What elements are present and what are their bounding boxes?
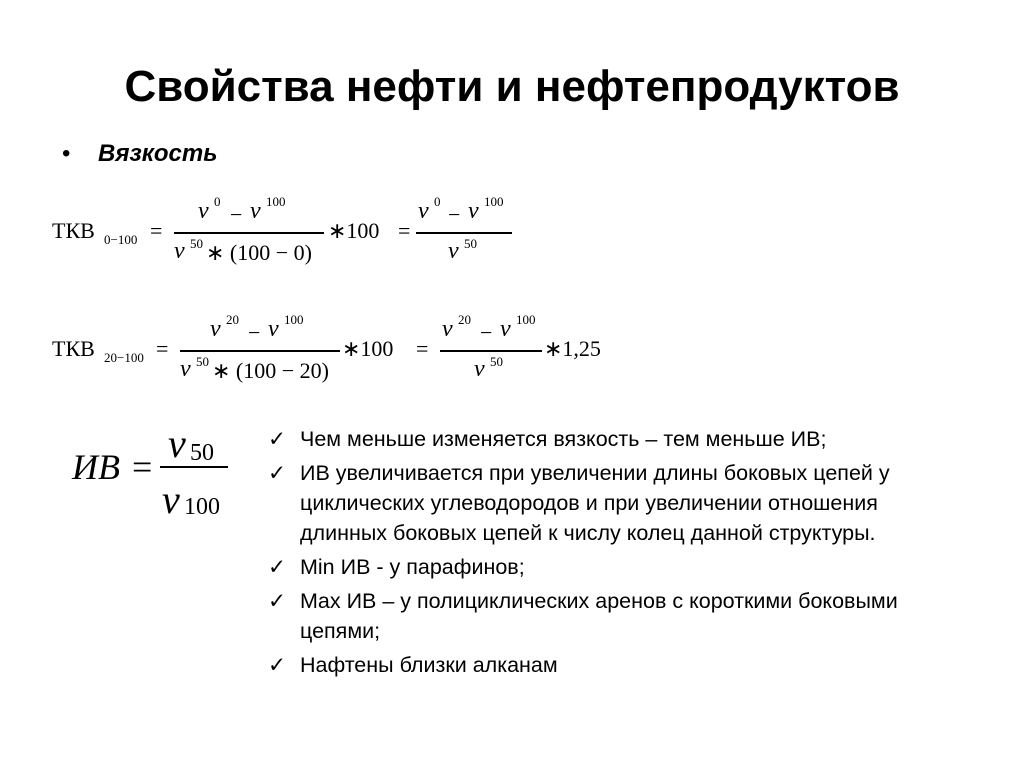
f1-den-a-sup: 50 (190, 236, 203, 251)
checkmark-icon: ✓ (268, 461, 287, 485)
formula-viscosity-index (0, 0, 260, 540)
f3-den: ν (162, 477, 180, 522)
f1-num2-a-sup: 0 (434, 194, 441, 209)
f1-num2-b: ν (468, 198, 479, 224)
f1-eq2: = (398, 218, 411, 243)
f2-den2-a-sup: 50 (490, 354, 503, 369)
f1-eq: = (150, 218, 163, 243)
f1-num2-a: ν (418, 198, 429, 224)
f2-num2-a: ν (442, 316, 453, 342)
checklist (268, 424, 968, 684)
f1-den2-a: ν (448, 238, 459, 264)
list-item-text: Чем меньше изменяется вязкость – тем меньше ИВ; (300, 427, 827, 451)
list-item (268, 458, 968, 548)
f1-den-a: ν (174, 238, 185, 264)
checkmark-icon: ✓ (268, 555, 287, 579)
f2-num2-a-sup: 20 (458, 312, 471, 327)
f1-den2-a-sup: 50 (464, 236, 477, 251)
f2-num2-b: ν (500, 316, 511, 342)
f2-mult2: ∗1,25 (544, 336, 601, 361)
f2-num-a: ν (210, 316, 221, 342)
list-item-text: Нафтены близки алканам (300, 653, 558, 677)
checkmark-icon: ✓ (268, 653, 287, 677)
f1-num-b: ν (250, 198, 261, 224)
f1-den-rest: ∗ (100 − 0) (206, 240, 312, 265)
list-item (268, 586, 968, 646)
slide-title: Свойства нефти и нефтепродуктов (124, 62, 900, 111)
f1-num2-b-sup: 100 (484, 194, 504, 209)
f3-den-sub: 100 (184, 494, 220, 520)
list-item-text: Min ИВ - у парафинов; (300, 555, 525, 579)
list-item-text: ИВ увеличивается при увеличении длины боковых цепей у циклических углеводородов и при увеличении отношения длинных боковых цепей к числу колец данной структуры. (300, 461, 890, 545)
f2-lhs: ТКВ (52, 336, 95, 361)
list-item (268, 424, 968, 454)
list-item-text: Max ИВ – у полициклических аренов с короткими боковыми цепями; (300, 589, 898, 643)
f3-eq: = (132, 447, 153, 487)
f2-num2-minus: − (480, 320, 493, 345)
f2-fraction-bar-2 (440, 350, 542, 352)
list-item (268, 650, 968, 680)
f2-den-a: ν (180, 356, 191, 382)
f2-eq2: = (416, 336, 429, 361)
f1-num-a: ν (198, 198, 209, 224)
f2-num-minus: − (248, 320, 261, 345)
f2-num2-b-sup: 100 (516, 312, 536, 327)
f1-num-minus: − (230, 202, 243, 227)
f3-lhs: ИВ (72, 447, 120, 487)
f2-num-a-sup: 20 (226, 312, 239, 327)
f1-num-b-sup: 100 (266, 194, 286, 209)
checkmark-icon: ✓ (268, 427, 287, 451)
bullet-dot: • (62, 140, 71, 167)
f2-den2-a: ν (474, 356, 485, 382)
f2-lhs-sub: 20−100 (104, 350, 144, 365)
checkmark-icon: ✓ (268, 589, 287, 613)
f3-num-sub: 50 (190, 440, 214, 466)
f2-num-b-sup: 100 (284, 312, 304, 327)
f1-lhs: ТКВ (52, 218, 95, 243)
f3-num: ν (168, 421, 186, 466)
f1-lhs-sub: 0−100 (104, 232, 138, 247)
f2-den-rest: ∗ (100 − 20) (212, 358, 329, 383)
f1-mult: ∗100 (328, 218, 380, 243)
bullet-label: Вязкость (98, 140, 218, 167)
f2-den-a-sup: 50 (196, 354, 209, 369)
f1-num2-minus: − (448, 202, 461, 227)
f1-num-a-sup: 0 (214, 194, 221, 209)
f2-mult: ∗100 (342, 336, 394, 361)
f3-fraction-bar (160, 466, 228, 468)
f2-eq: = (156, 336, 169, 361)
f2-num-b: ν (268, 316, 279, 342)
list-item (268, 552, 968, 582)
